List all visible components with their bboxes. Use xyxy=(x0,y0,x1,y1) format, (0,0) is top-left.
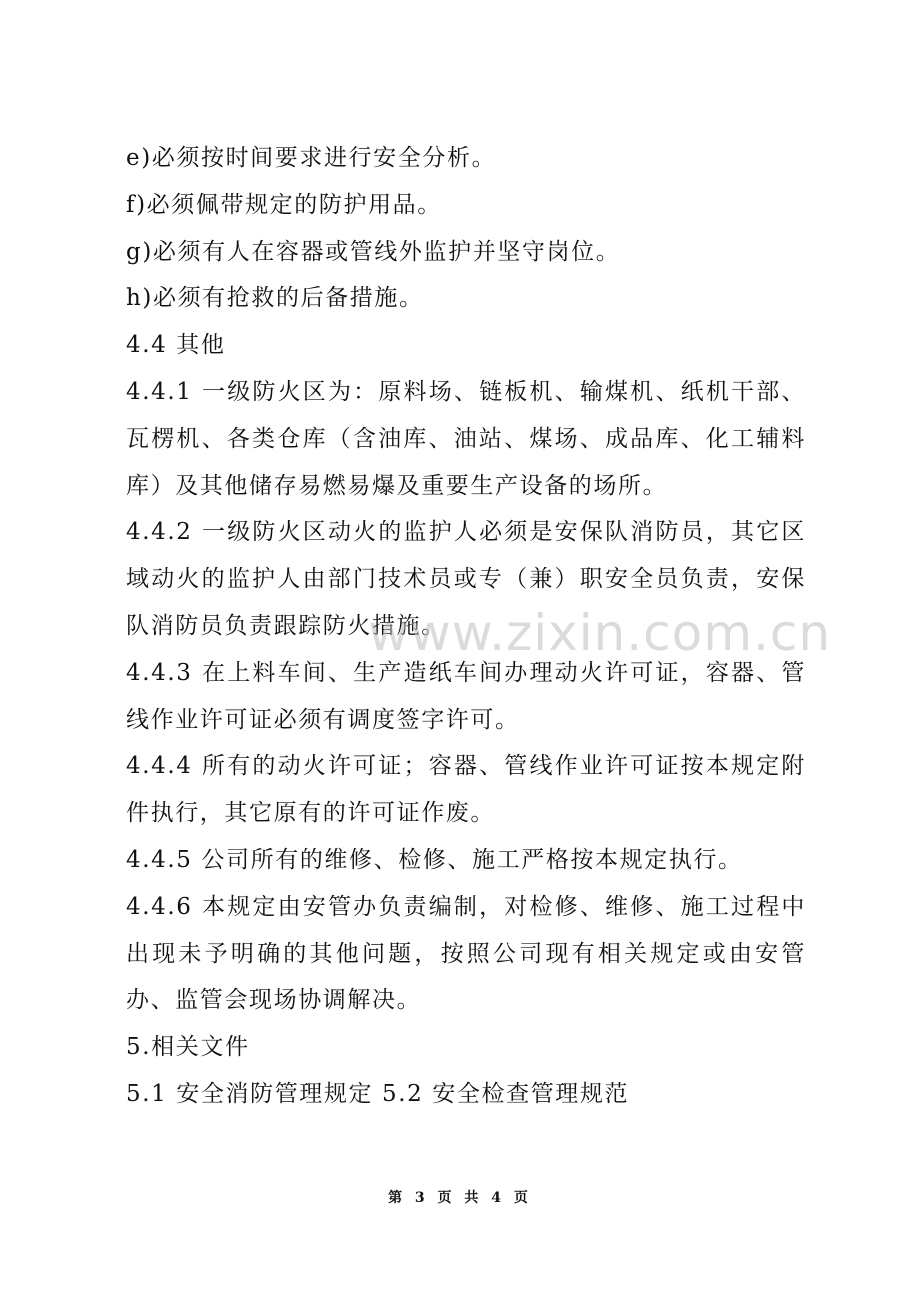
paragraph-item-h: h)必须有抢救的后备措施。 xyxy=(126,285,424,312)
paragraph-4-4-3: 4.4.3 在上料车间、生产造纸车间办理动火许可证，容器、管线作业许可证必须有调度签字许可。 xyxy=(126,659,806,733)
paragraph-5-1: 5.1 安全消防管理规定 5.2 安全检查管理规范 xyxy=(126,1080,630,1107)
section-heading-5: 5.相关文件 xyxy=(126,1034,250,1061)
paragraph-4-4-6: 4.4.6 本规定由安管办负责编制，对检修、维修、施工过程中出现未予明确的其他问题，按照公司现有相关规定或由安管办、监管会现场协调解决。 xyxy=(126,893,806,1014)
watermark: www.zixin.com.cn xyxy=(368,604,832,662)
paragraph-item-f: f)必须佩带规定的防护用品。 xyxy=(126,191,442,218)
paragraph-4-4-1: 4.4.1 一级防火区为：原料场、链板机、输煤机、纸机干部、瓦楞机、各类仓库（含油库、油站、煤场、成品库、化工辅料库）及其他储存易燃易爆及重要生产设备的场所。 xyxy=(126,378,806,499)
paragraph-4-4-4: 4.4.4 所有的动火许可证；容器、管线作业许可证按本规定附件执行，其它原有的许可证作废。 xyxy=(126,753,806,827)
paragraph-item-g: g)必须有人在容器或管线外监护并坚守岗位。 xyxy=(126,238,621,265)
paragraph-4-4-5: 4.4.5 公司所有的维修、检修、施工严格按本规定执行。 xyxy=(126,846,743,873)
paragraph-4-4-2: 4.4.2 一级防火区动火的监护人必须是安保队消防员，其它区域动火的监护人由部门技术员或专（兼）职安全员负责，安保队消防员负责跟踪防火措施。 xyxy=(126,519,806,639)
paragraph-item-e: e)必须按时间要求进行安全分析。 xyxy=(126,145,497,171)
page-footer: 第 3 页 共 4 页 xyxy=(388,1190,532,1206)
section-heading-4-4: 4.4 其他 xyxy=(126,332,226,359)
